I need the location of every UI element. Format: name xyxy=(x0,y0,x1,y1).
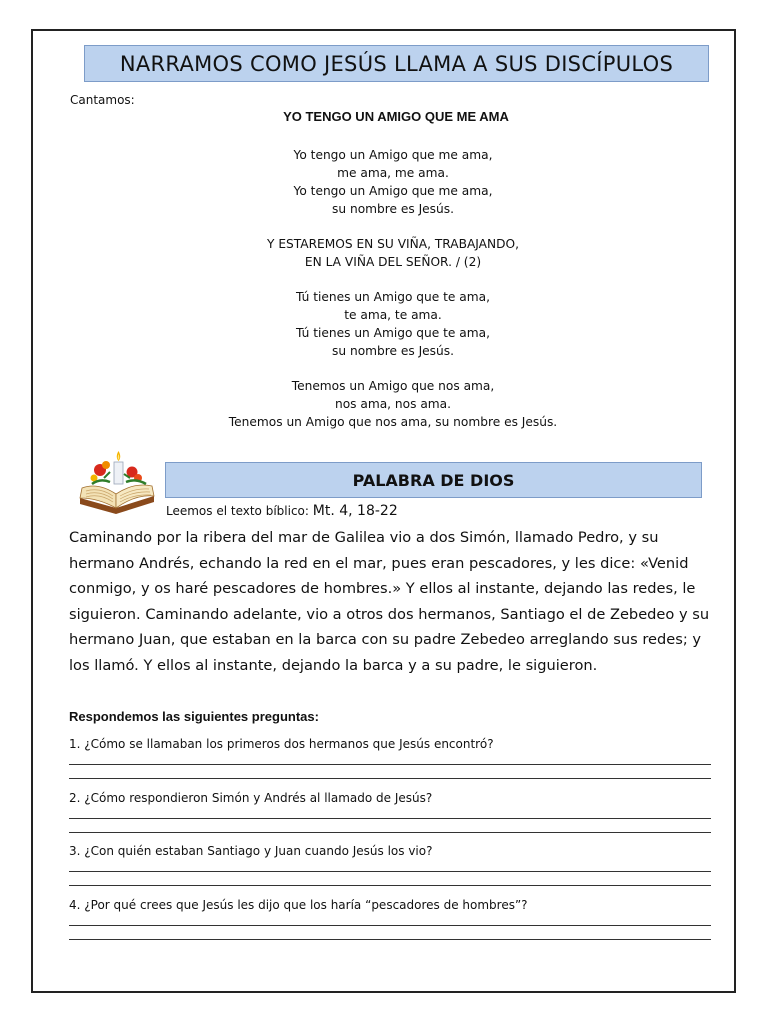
palabra-heading-text: PALABRA DE DIOS xyxy=(352,470,515,490)
song-line: Tenemos un Amigo que nos ama, su nombre es Jesús. xyxy=(228,415,558,429)
reading-label: Leemos el texto bíblico: xyxy=(166,504,309,518)
song-line: nos ama, nos ama. xyxy=(334,397,452,411)
question-item xyxy=(69,897,711,951)
song-line: me ama, me ama. xyxy=(337,166,449,180)
open-bible-with-candle-icon xyxy=(76,448,158,516)
questions-heading: Respondemos las siguientes preguntas: xyxy=(69,709,319,724)
questions-list xyxy=(69,736,711,950)
song-line: Tú tienes un Amigo que te ama, xyxy=(296,326,490,340)
song-line: su nombre es Jesús. xyxy=(332,202,454,216)
song-line: te ama, te ama. xyxy=(344,308,442,322)
answer-line[interactable] xyxy=(69,872,711,886)
reading-reference-line xyxy=(166,503,398,519)
bible-passage: Caminando por la ribera del mar de Galilea vio a dos Simón, llamado Pedro, y su hermano Andrés, echando la red en el mar, pues eran pescadores, y les dice: «Venid conmigo, y os haré pescadores de hombres.» Y ellos al instante, dejando las redes, le siguieron. Caminando adelante, vio a otros dos hermanos, Santiago el de Zebedeo y su hermano Juan, que estaban en la barca con su padre Zebedeo arreglando sus redes; y los llamó. Y ellos al instante, dejando la barca y a su padre, le siguieron. xyxy=(69,529,710,674)
song-line: Tenemos un Amigo que nos ama, xyxy=(291,379,495,393)
answer-line[interactable] xyxy=(69,752,711,765)
page-title-text: NARRAMOS COMO JESÚS LLAMA A SUS DISCÍPULOS xyxy=(119,51,674,76)
question-item xyxy=(69,790,711,844)
song-line: su nombre es Jesús. xyxy=(332,344,454,358)
answer-line[interactable] xyxy=(69,765,711,779)
song-stanza-1 xyxy=(70,146,716,218)
palabra-de-dios-heading xyxy=(165,462,702,498)
question-item xyxy=(69,736,711,790)
song-line: Yo tengo un Amigo que me ama, xyxy=(293,148,493,162)
question-text: 3. ¿Con quién estaban Santiago y Juan cuando Jesús los vio? xyxy=(69,844,433,858)
answer-line[interactable] xyxy=(69,859,711,872)
answer-line[interactable] xyxy=(69,806,711,819)
song-title: YO TENGO UN AMIGO QUE ME AMA xyxy=(283,109,509,124)
song-line: EN LA VIÑA DEL SEÑOR. / (2) xyxy=(304,255,482,269)
answer-line[interactable] xyxy=(69,926,711,940)
song-line: Y ESTAREMOS EN SU VIÑA, TRABAJANDO, xyxy=(267,237,519,251)
question-text: 2. ¿Cómo respondieron Simón y Andrés al llamado de Jesús? xyxy=(69,790,433,805)
question-text: 1. ¿Cómo se llamaban los primeros dos hermanos que Jesús encontró? xyxy=(69,737,494,751)
cantamos-label: Cantamos: xyxy=(70,93,135,107)
question-text: 4. ¿Por qué crees que Jesús les dijo que los haría “pescadores de hombres”? xyxy=(69,897,528,912)
song-lyrics xyxy=(70,146,716,448)
bible-reference: Mt. 4, 18-22 xyxy=(312,503,398,519)
answer-line[interactable] xyxy=(69,913,711,926)
song-chorus xyxy=(70,235,716,271)
song-line: Tú tienes un Amigo que te ama, xyxy=(296,290,490,304)
song-line: Yo tengo un Amigo que me ama, xyxy=(293,184,493,198)
page-title xyxy=(84,45,709,82)
song-stanza-2 xyxy=(70,288,716,360)
song-stanza-3 xyxy=(70,377,716,431)
answer-line[interactable] xyxy=(69,819,711,833)
question-item xyxy=(69,843,711,897)
